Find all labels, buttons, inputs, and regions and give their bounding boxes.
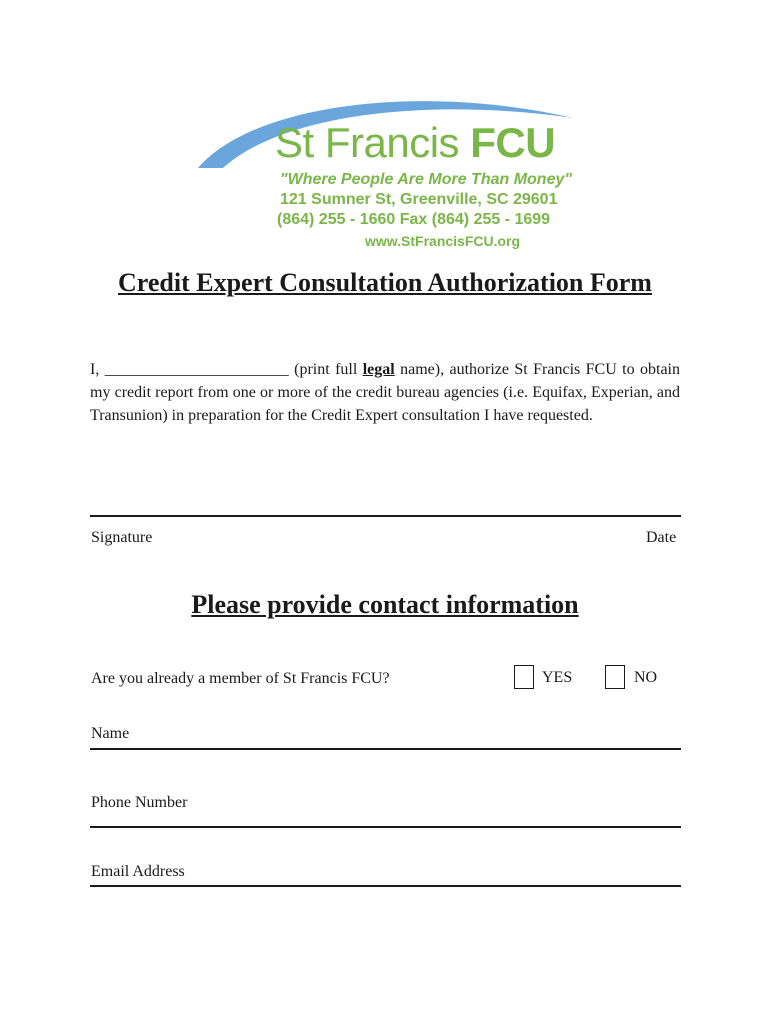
logo-brand-bold: FCU — [470, 119, 556, 166]
auth-prefix: I, _______________________ (print full — [90, 361, 363, 378]
contact-heading: Please provide contact information — [191, 590, 579, 619]
email-label: Email Address — [91, 863, 185, 880]
logo-tagline: "Where People Are More Than Money" — [280, 171, 572, 188]
date-label: Date — [646, 529, 677, 546]
yes-checkbox[interactable] — [514, 665, 534, 689]
logo-brand-regular: St Francis — [275, 119, 460, 166]
logo-address: 121 Sumner St, Greenville, SC 29601 — [280, 191, 558, 208]
logo-brand — [275, 119, 556, 166]
auth-suffix: name), authorize St Francis FCU to obtain my credit report from one or more of the credit bureau agencies (i.e. Equifax, Experian, and Transunion) in preparation for the Credit Expert consultation I have requested. — [90, 361, 681, 424]
member-question: Are you already a member of St Francis FCU? — [91, 670, 390, 687]
logo-phone-fax: (864) 255 - 1660 Fax (864) 255 - 1699 — [277, 211, 551, 228]
signature-label: Signature — [91, 529, 153, 546]
authorization-paragraph — [90, 358, 680, 427]
no-checkbox[interactable] — [605, 665, 625, 689]
auth-legal-bold: legal — [362, 361, 395, 378]
logo — [195, 92, 580, 254]
no-label: NO — [634, 669, 658, 686]
name-label: Name — [91, 725, 130, 742]
yes-label: YES — [542, 669, 573, 686]
email-field[interactable] — [90, 885, 681, 887]
logo-website: www.StFrancisFCU.org — [365, 233, 521, 249]
form-title: Credit Expert Consultation Authorization Form — [118, 268, 652, 297]
signature-line[interactable] — [90, 515, 681, 517]
phone-label: Phone Number — [91, 794, 188, 811]
phone-field[interactable] — [90, 826, 681, 828]
name-field[interactable] — [90, 748, 681, 750]
